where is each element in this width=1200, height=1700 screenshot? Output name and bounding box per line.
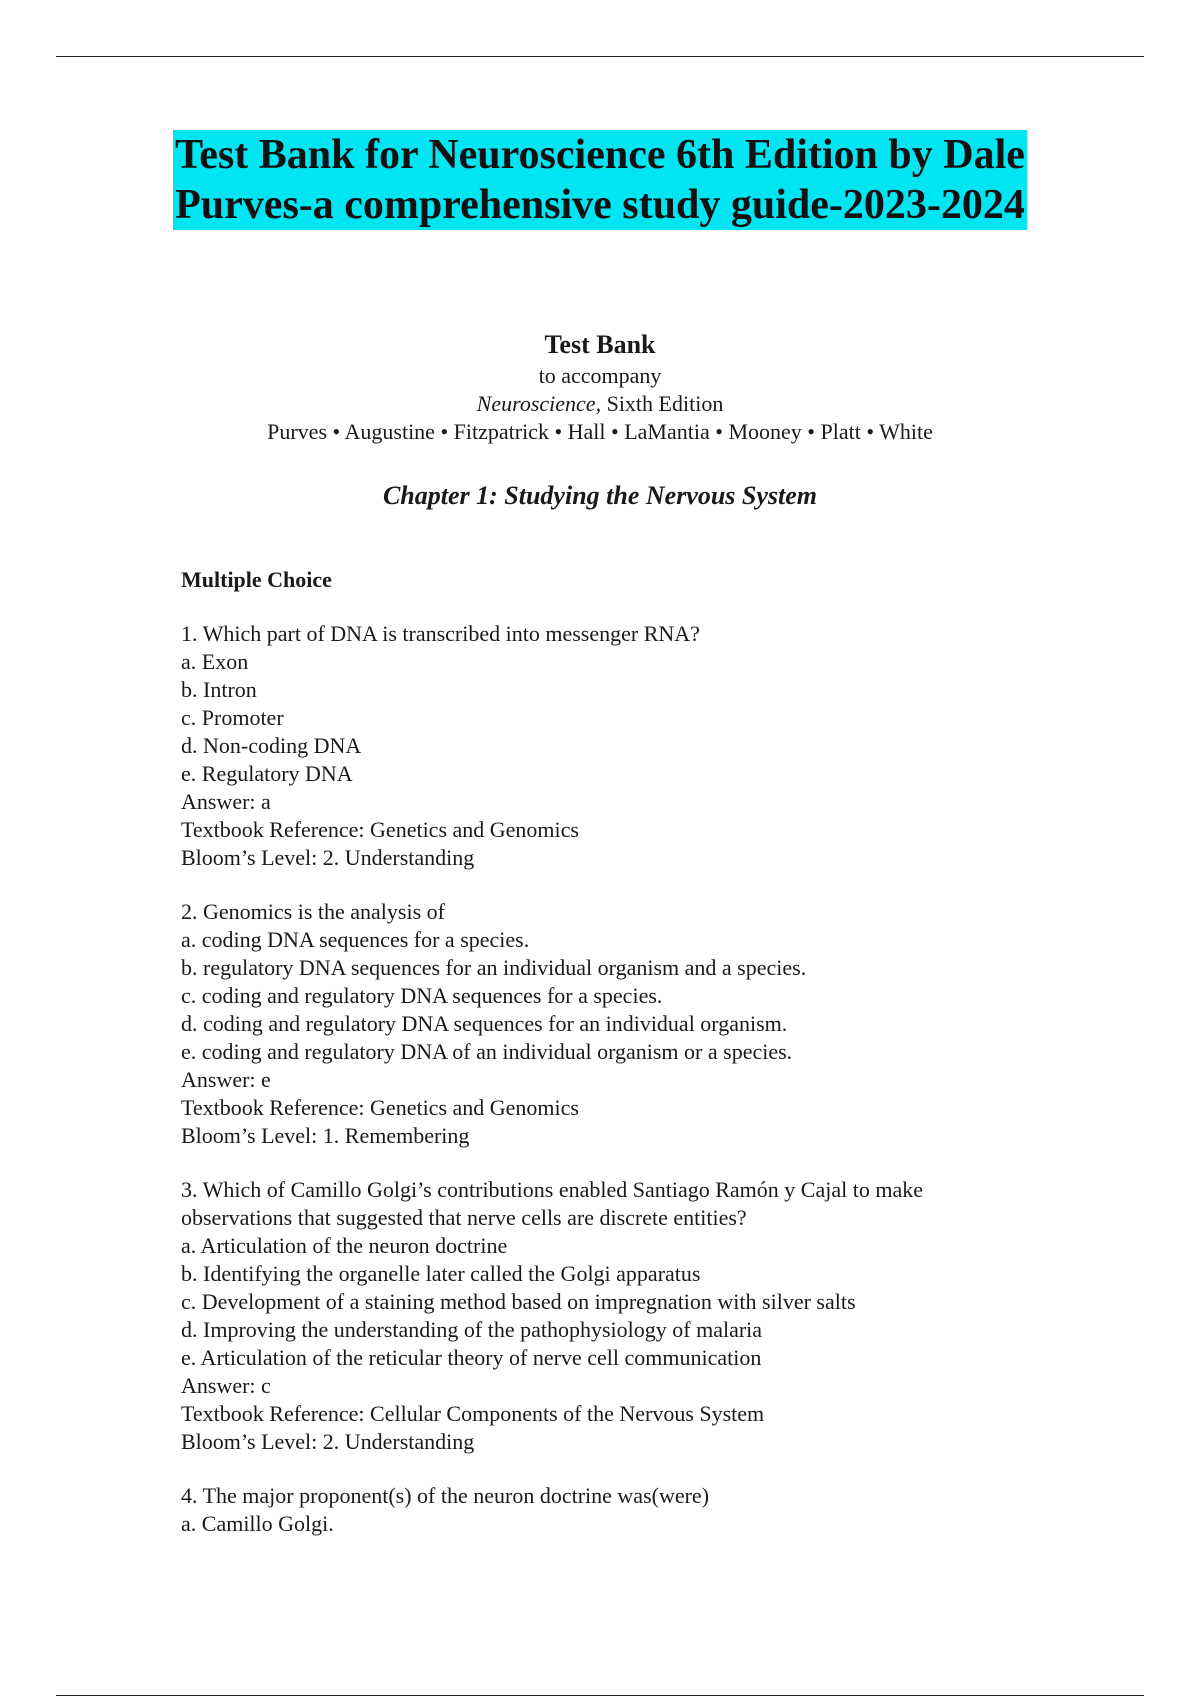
blooms-level: Bloom’s Level: 2. Understanding — [181, 1429, 475, 1454]
answer-option: b. regulatory DNA sequences for an individual organism and a species. — [181, 955, 807, 980]
section-title: Multiple Choice — [181, 567, 332, 592]
answer-option: c. Promoter — [181, 705, 284, 730]
answer-option: b. Intron — [181, 677, 257, 702]
question-2 — [181, 898, 1081, 1150]
answer-option: a. Camillo Golgi. — [181, 1511, 334, 1536]
question-stem: 2. Genomics is the analysis of — [181, 899, 445, 924]
answer-key: Answer: e — [181, 1067, 271, 1092]
question-stem: 3. Which of Camillo Golgi’s contributions enabled Santiago Ramón y Cajal to make — [181, 1177, 923, 1202]
chapter-title: : Studying the Nervous System — [489, 481, 818, 510]
question-stem-continued: observations that suggested that nerve cells are discrete entities? — [181, 1205, 747, 1230]
textbook-reference: Textbook Reference: Cellular Components of the Nervous System — [181, 1401, 765, 1426]
book-title: Neuroscience, — [476, 391, 602, 416]
title-line-1: Test Bank for Neuroscience 6th Edition by Dale — [175, 132, 1025, 178]
book-line — [0, 390, 1200, 418]
textbook-reference: Textbook Reference: Genetics and Genomics — [181, 1095, 579, 1120]
answer-option: e. coding and regulatory DNA of an individual organism or a species. — [181, 1039, 793, 1064]
chapter-number: Chapter 1 — [382, 481, 490, 510]
question-3 — [181, 1176, 1081, 1456]
question-1 — [181, 620, 1081, 872]
question-4 — [181, 1482, 1081, 1538]
textbook-reference: Textbook Reference: Genetics and Genomics — [181, 817, 579, 842]
blooms-level: Bloom’s Level: 1. Remembering — [181, 1123, 470, 1148]
answer-key: Answer: a — [181, 789, 271, 814]
answer-option: a. coding DNA sequences for a species. — [181, 927, 530, 952]
answer-option: b. Identifying the organelle later called the Golgi apparatus — [181, 1261, 701, 1286]
answer-option: a. Articulation of the neuron doctrine — [181, 1233, 508, 1258]
bottom-rule — [56, 1695, 1144, 1696]
answer-option: c. Development of a staining method based on impregnation with silver salts — [181, 1289, 856, 1314]
chapter-heading — [0, 480, 1200, 512]
test-bank-header — [0, 328, 1200, 512]
blooms-level: Bloom’s Level: 2. Understanding — [181, 845, 475, 870]
document-title — [0, 130, 1200, 230]
book-edition: Sixth Edition — [601, 391, 724, 416]
test-bank-heading: Test Bank — [544, 330, 656, 359]
answer-option: d. Improving the understanding of the pathophysiology of malaria — [181, 1317, 763, 1342]
accompany-line: to accompany — [538, 363, 662, 388]
question-stem: 4. The major proponent(s) of the neuron doctrine was(were) — [181, 1483, 710, 1508]
question-stem: 1. Which part of DNA is transcribed into messenger RNA? — [181, 621, 700, 646]
question-content — [181, 566, 1081, 1564]
answer-option: d. Non-coding DNA — [181, 733, 362, 758]
answer-option: d. coding and regulatory DNA sequences for an individual organism. — [181, 1011, 788, 1036]
answer-option: e. Regulatory DNA — [181, 761, 353, 786]
answer-option: c. coding and regulatory DNA sequences for a species. — [181, 983, 663, 1008]
authors-line: Purves • Augustine • Fitzpatrick • Hall • LaMantia • Mooney • Platt • White — [267, 419, 933, 444]
answer-option: e. Articulation of the reticular theory of nerve cell communication — [181, 1345, 762, 1370]
title-line-2: Purves-a comprehensive study guide-2023-2024 — [175, 182, 1025, 228]
answer-option: a. Exon — [181, 649, 249, 674]
top-rule — [56, 56, 1144, 57]
answer-key: Answer: c — [181, 1373, 271, 1398]
